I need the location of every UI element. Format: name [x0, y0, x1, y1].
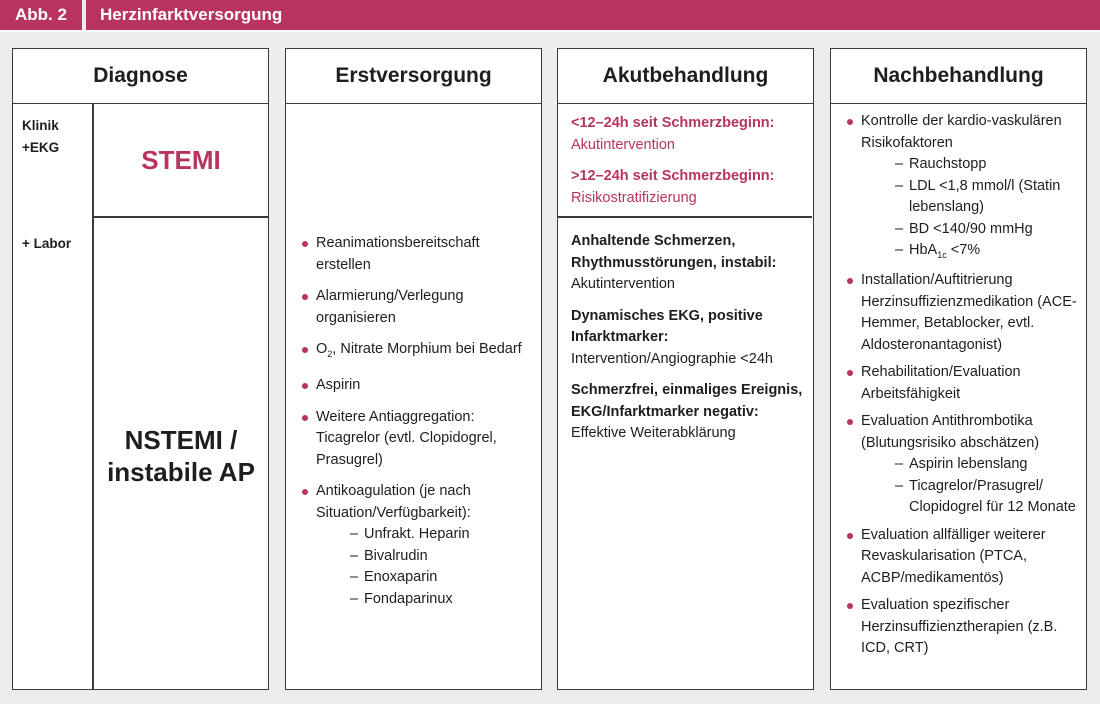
sublist-item: – BD <140/90 mmHg	[895, 219, 1077, 241]
sublist-item: – Fondaparinux	[350, 589, 528, 611]
list-item: Evaluation spezifischer Herzinsuffizienztherapien (z.B. ICD, CRT)	[845, 595, 1077, 660]
figure-title: Herzinfarktversorgung	[100, 5, 283, 24]
list-item: Reanimationsbereitschaft erstellen	[300, 233, 528, 276]
list-item: $O_2$, Nitrate Morphium bei Bedarf	[300, 339, 528, 365]
anticoag-sublist	[350, 524, 528, 610]
column-header-akutbehandlung: Akutbehandlung	[558, 49, 813, 104]
akut-entry: Dynamisches EKG, positive Infarktmarker: Intervention/Angiographie <24h	[571, 307, 773, 367]
sublist-item: – Rauchstopp	[895, 154, 1077, 176]
column-erstversorgung	[285, 48, 542, 690]
sublist-item: – LDL <1,8 mmol/l (Statin lebenslang)	[895, 176, 1077, 219]
column-header-erstversorgung: Erstversorgung	[286, 49, 541, 104]
akut-nstemi-block	[571, 231, 807, 445]
row-label-klinik: Klinik +EKG	[22, 118, 60, 155]
column-header-diagnose: Diagnose	[13, 49, 268, 104]
row-label-labor: + Labor	[22, 236, 72, 251]
sublist-item: – Aspirin lebenslang	[895, 454, 1077, 476]
nachbehandlung-list	[845, 111, 1077, 660]
akut-entry: <12–24h seit Schmerzbeginn: Akutintervention	[571, 115, 775, 153]
diagnose-row-divider	[92, 216, 268, 218]
diagnose-inner-divider	[92, 103, 94, 689]
sublist-item: – Ticagrelor/Prasugrel/ Clopidogrel für 12 Monate	[895, 476, 1077, 519]
akut-stemi-block	[571, 113, 807, 209]
list-item: Aspirin	[300, 375, 528, 397]
column-akutbehandlung	[557, 48, 814, 690]
akut-entry: Anhaltende Schmerzen, Rhythmusstörungen, instabil: Akutintervention	[571, 233, 777, 292]
erstversorgung-list	[300, 233, 528, 620]
column-header-nachbehandlung: Nachbehandlung	[831, 49, 1086, 104]
list-item: Installation/Auftitrierung Herzinsuffizienzmedikation (ACE-Hemmer, Betablocker, evtl. Aldosteronantagonist)	[845, 270, 1077, 356]
title-bar	[0, 0, 1100, 30]
column-nachbehandlung	[830, 48, 1087, 690]
stemi-label: STEMI	[141, 145, 221, 175]
list-item: Kontrolle der kardio-vaskulären Risikofaktoren – Rauchstopp – LDL <1,8 mmol/l (Statin lebenslang) – BD <140/90 mmHg – HbA$_{1c}$ <7%	[845, 111, 1077, 266]
antithrombotic-sublist	[895, 454, 1077, 519]
list-item: Alarmierung/Verlegung organisieren	[300, 286, 528, 329]
nstemi-label: NSTEMI / instabile AP	[107, 425, 255, 487]
list-item: Evaluation allfälliger weiterer Revaskularisation (PTCA, ACBP/medikamentös)	[845, 525, 1077, 590]
sublist-item: – Enoxaparin	[350, 567, 528, 589]
list-item: Antikoagulation (je nach Situation/Verfügbarkeit): – Unfrakt. Heparin – Bivalrudin – Enoxaparin – Fondaparinux	[300, 481, 528, 610]
column-diagnose	[12, 48, 269, 690]
akut-entry: >12–24h seit Schmerzbeginn: Risikostratifizierung	[571, 168, 775, 206]
figure-label: Abb. 2	[0, 0, 86, 30]
sublist-item: – HbA$_{1c}$ <7%	[895, 240, 1077, 266]
sublist-item: – Unfrakt. Heparin	[350, 524, 528, 546]
title-divider	[0, 30, 1100, 32]
list-item: Rehabilitation/Evaluation Arbeitsfähigkeit	[845, 362, 1077, 405]
list-item: Evaluation Antithrombotika (Blutungsrisiko abschätzen) – Aspirin lebenslang – Ticagrelor/Prasugrel/ Clopidogrel für 12 Monate	[845, 411, 1077, 519]
akut-row-divider	[558, 216, 812, 218]
list-item: Weitere Antiaggregation: Ticagrelor (evtl. Clopidogrel, Prasugrel)	[300, 407, 528, 472]
sublist-item: – Bivalrudin	[350, 546, 528, 568]
risk-factor-sublist	[895, 154, 1077, 266]
akut-entry: Schmerzfrei, einmaliges Ereignis, EKG/Infarktmarker negativ: Effektive Weiterabklärung	[571, 382, 803, 441]
